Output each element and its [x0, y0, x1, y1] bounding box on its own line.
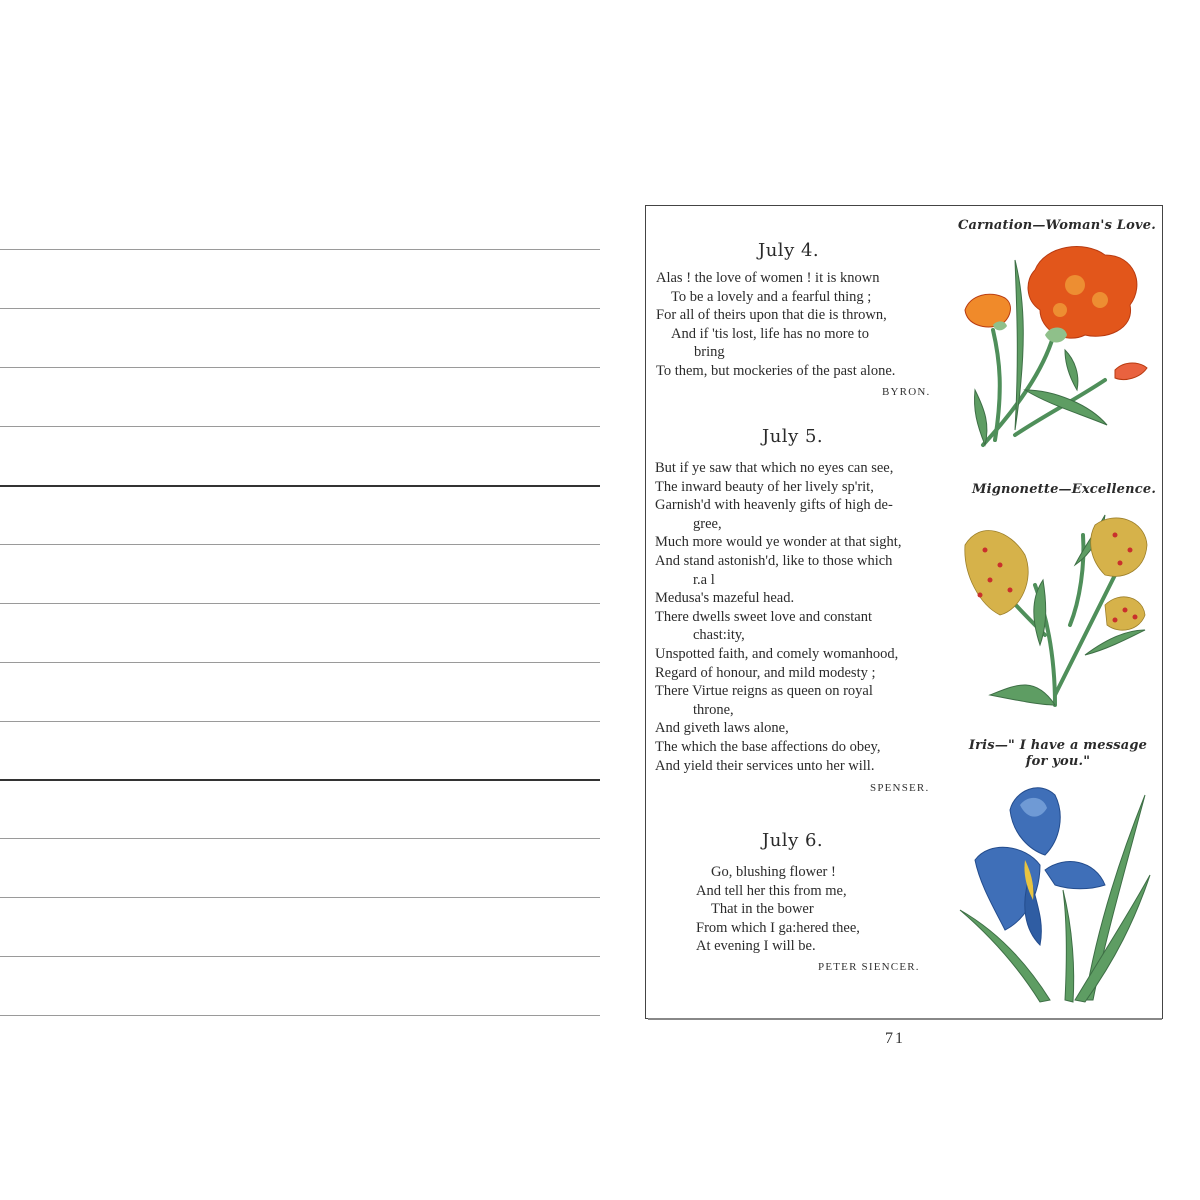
- rule-line-divider: [0, 485, 600, 487]
- rule-line: [0, 897, 600, 898]
- rule-line: [0, 838, 600, 839]
- rule-line: [0, 603, 600, 604]
- page-number: 71: [885, 1030, 905, 1047]
- poem-line: Garnish'd with heavenly gifts of high de-: [655, 497, 893, 514]
- flower-caption-iris: [968, 738, 1148, 770]
- rule-line: [0, 662, 600, 663]
- poem-line: At evening I will be.: [696, 938, 816, 955]
- poem-line: The which the base affections do obey,: [655, 738, 881, 755]
- poem-line: From which I ga:hered thee,: [696, 919, 860, 936]
- poem-line: Alas ! the love of women ! it is known: [656, 270, 880, 286]
- poem-line: The inward beauty of her lively sp'rit,: [655, 478, 874, 495]
- poem-line: Medusa's mazeful head.: [655, 590, 795, 607]
- flower-caption-line: for you.": [1025, 754, 1091, 769]
- poem-line: To be a lovely and a fearful thing ;: [671, 288, 872, 305]
- page-frame-shadow: [648, 1018, 1162, 1020]
- poem-line: And if 'tis lost, life has no more to: [671, 325, 869, 342]
- poem-line: But if ye saw that which no eyes can see,: [655, 460, 894, 476]
- rule-line: [0, 426, 600, 427]
- poem-line: Go, blushing flower !: [711, 864, 836, 880]
- poem-line: To them, but mockeries of the past alone.: [656, 362, 896, 379]
- rule-line: [0, 544, 600, 545]
- flower-caption-mignonette: Mignonette—Excellence.: [972, 482, 1157, 497]
- entry-date: July 4.: [758, 240, 820, 261]
- poem-line: And stand astonish'd, like to those which: [655, 552, 893, 569]
- rule-line: [0, 721, 600, 722]
- poem-line: And giveth laws alone,: [655, 720, 789, 737]
- carnation-illustration: [955, 240, 1155, 450]
- poem: [655, 459, 901, 775]
- poem-line: There dwells sweet love and constant: [655, 608, 873, 625]
- rule-line-divider: [0, 779, 600, 781]
- flower-caption-line: Iris—" I have a message: [968, 738, 1148, 753]
- rule-line: [0, 956, 600, 957]
- poem-line: There Virtue reigns as queen on royal: [655, 683, 873, 700]
- poem-line: And yield their services unto her will.: [655, 757, 875, 774]
- poem-line: Much more would ye wonder at that sight,: [655, 534, 902, 551]
- poem-author: PETER SIENCER.: [818, 961, 920, 973]
- poem: [656, 269, 895, 381]
- flower-caption-carnation: Carnation—Woman's Love.: [958, 218, 1156, 233]
- poem-author: BYRON.: [882, 386, 931, 398]
- poem-author: SPENSER.: [870, 782, 930, 794]
- poem-line: And tell her this from me,: [696, 882, 847, 899]
- entry-date: July 6.: [762, 830, 824, 851]
- poem-line: That in the bower: [711, 901, 814, 918]
- poem: [696, 863, 860, 956]
- poem-line: chast:ity,: [693, 627, 745, 644]
- poem-line: r.a l: [693, 571, 715, 588]
- rule-line: [0, 367, 600, 368]
- rule-line: [0, 308, 600, 309]
- iris-illustration: [955, 780, 1155, 1005]
- poem-line: bring: [694, 344, 725, 361]
- poem-line: Regard of honour, and mild modesty ;: [655, 664, 876, 681]
- rule-line: [0, 1015, 600, 1016]
- entry-date: July 5.: [762, 426, 824, 447]
- rule-line: [0, 249, 600, 250]
- poem-line: For all of theirs upon that die is thrown,: [656, 307, 887, 324]
- mignonette-illustration: [955, 505, 1155, 715]
- poem-line: gree,: [693, 515, 722, 532]
- poem-line: throne,: [693, 701, 734, 718]
- poem-line: Unspotted faith, and comely womanhood,: [655, 645, 899, 662]
